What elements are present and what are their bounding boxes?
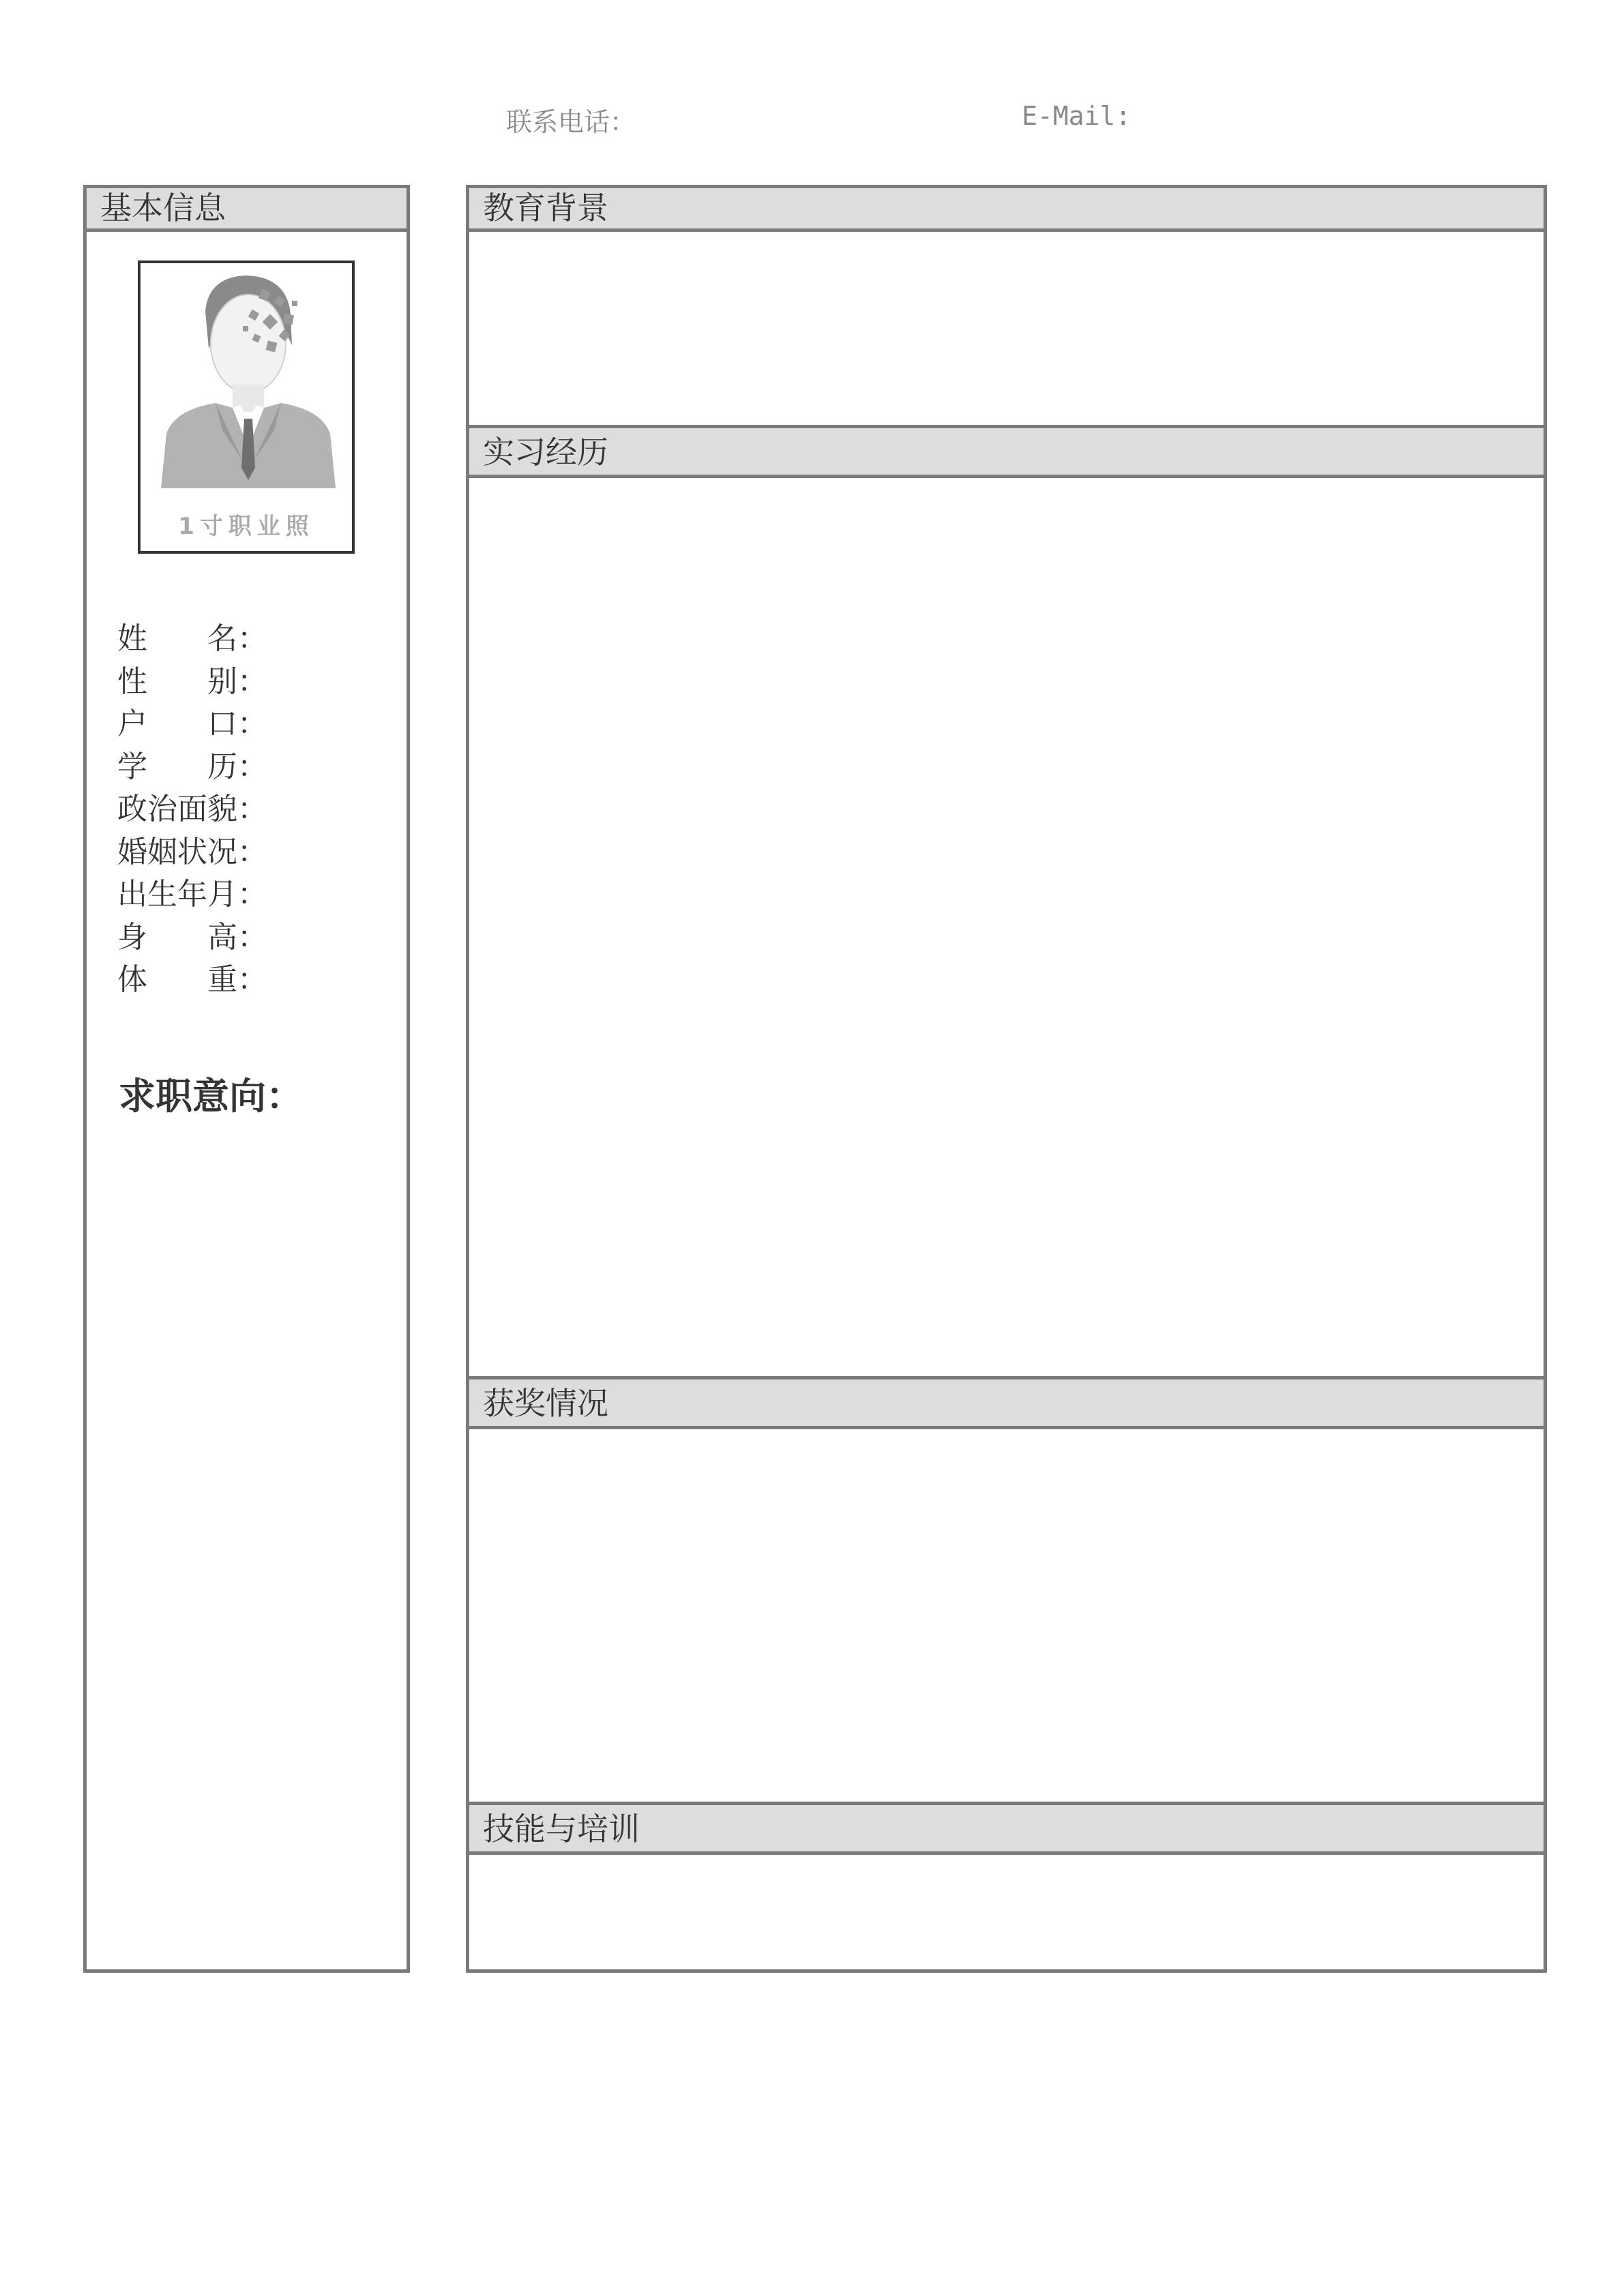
field-education: 学 历： xyxy=(117,749,267,784)
email-label: E-Mail: xyxy=(1022,101,1132,131)
section-education: 教育背景 xyxy=(469,188,1544,232)
job-objective-label: 求职意向： xyxy=(119,1074,303,1118)
section-skills-training: 技能与培训 xyxy=(469,1802,1544,1855)
field-weight: 体 重： xyxy=(117,962,267,997)
resume-sections-panel xyxy=(466,185,1547,1973)
basic-info-panel xyxy=(83,185,410,1973)
field-marital-status: 婚姻状况： xyxy=(117,834,267,869)
section-awards: 获奖情况 xyxy=(469,1376,1544,1429)
profile-photo-placeholder xyxy=(138,260,355,554)
field-height: 身 高： xyxy=(117,919,267,955)
phone-label: 联系电话： xyxy=(506,107,636,137)
field-gender: 性 别： xyxy=(117,664,267,699)
section-internship: 实习经历 xyxy=(469,425,1544,478)
field-political-status: 政治面貌： xyxy=(117,792,267,826)
personal-info-list xyxy=(117,618,267,1002)
field-household: 户 口： xyxy=(117,706,267,741)
photo-caption: 1寸职业照 xyxy=(178,513,314,540)
basic-info-header: 基本信息 xyxy=(87,188,407,232)
field-name: 姓 名： xyxy=(117,621,267,656)
field-birth-date: 出生年月： xyxy=(117,877,267,912)
